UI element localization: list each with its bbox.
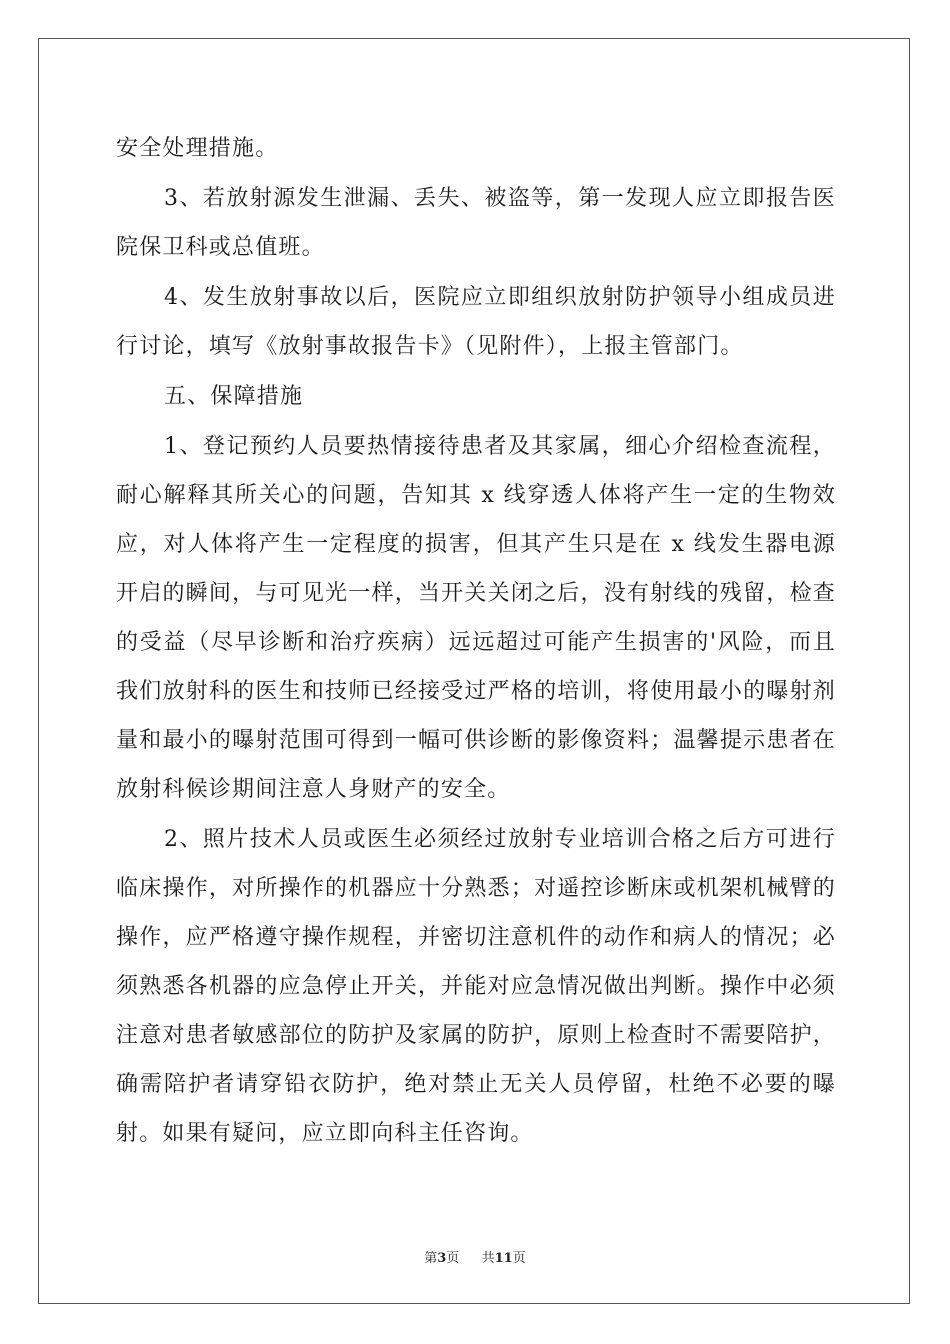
total-pages: 11 [494,1251,513,1266]
page-footer [0,1247,950,1266]
page-prefix: 第 [424,1251,438,1266]
page-number: 3 [437,1251,447,1266]
total-prefix: 共 [481,1251,495,1266]
paragraph: 3、若放射源发生泄漏、丢失、被盗等，第一发现人应立即报告医院保卫科或总值班。 [116,186,836,260]
paragraph: 安全处理措施。 [116,136,279,161]
paragraph: 4、发生放射事故以后，医院应立即组织放射防护领导小组成员进行讨论，填写《放射事故报告卡》（见附件），上报主管部门。 [116,285,836,359]
document-body [116,124,836,1158]
page-suffix: 页 [446,1251,460,1266]
paragraph: 1、登记预约人员要热情接待患者及其家属，细心介绍检查流程，耐心解释其所关心的问题，告知其 x 线穿透人体将产生一定的生物效应，对人体将产生一定程度的损害，但其产生只是在 x 线发生器电源开启的瞬间，与可见光一样，当开关关闭之后，没有射线的残留，检查的受益（尽早诊断和治疗疾病）远远超过可能产生损害的'风险，而且我们放射科的医生和技师已经接受过严格的培训，将使用最小的曝射剂量和最小的曝射范围可得到一幅可供诊断的影像资料；温馨提示患者在放射科候诊期间注意人身财产的安全。 [116,434,836,802]
section-heading: 五、保障措施 [164,384,304,409]
total-suffix: 页 [512,1251,526,1266]
paragraph: 2、照片技术人员或医生必须经过放射专业培训合格之后方可进行临床操作，对所操作的机器应十分熟悉；对遥控诊断床或机架机械臂的操作，应严格遵守操作规程，并密切注意机件的动作和病人的情况；必须熟悉各机器的应急停止开关，并能对应急情况做出判断。操作中必须注意对患者敏感部位的防护及家属的防护，原则上检查时不需要陪护，确需陪护者请穿铅衣防护，绝对禁止无关人员停留，杜绝不必要的曝射。如果有疑问，应立即向科主任咨询。 [116,827,836,1146]
